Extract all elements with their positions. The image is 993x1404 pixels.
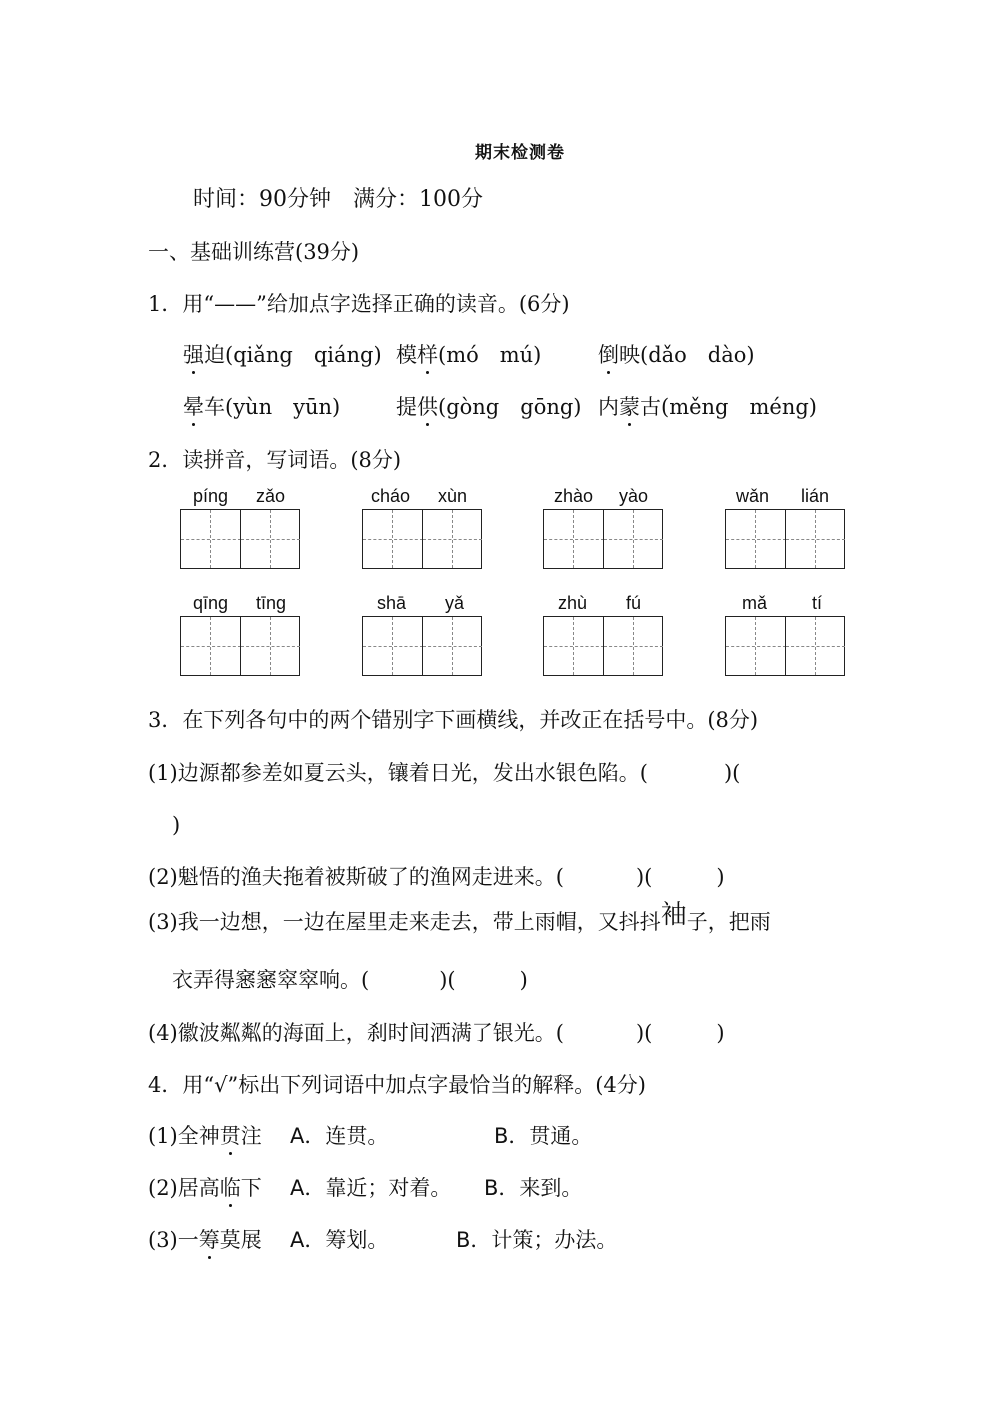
q4-prompt: 4．用“√”标出下列词语中加点字最恰当的解释。(4分) — [148, 1073, 646, 1097]
dotted-char: 筹 — [198, 1228, 220, 1252]
writing-grid[interactable] — [180, 486, 300, 569]
pinyin: mǎ — [742, 593, 768, 613]
writing-grid[interactable] — [725, 593, 845, 676]
pinyin: lián — [801, 486, 830, 506]
q3-sentence-3-line2: 衣弄得窸窸窣窣响。( )( ) — [172, 968, 528, 992]
pinyin: shā — [377, 593, 407, 613]
q4-item: (1)全神贯注 — [148, 1124, 262, 1148]
q1-item: 内蒙古(měng méng) — [598, 395, 818, 419]
section-heading: 一、基础训练营(39分) — [148, 240, 360, 264]
q1-item: 强迫(qiǎng qiáng) — [183, 343, 382, 367]
q4-item: (2)居高临下 — [148, 1176, 262, 1200]
pinyin: yǎ — [445, 593, 465, 613]
dotted-char: 蒙 — [619, 395, 640, 419]
writing-grid[interactable] — [543, 593, 663, 676]
q4-item: (3)一筹莫展 — [148, 1228, 262, 1252]
q1-item: 倒映(dǎo dào) — [598, 343, 755, 367]
pinyin: xùn — [438, 486, 468, 506]
pinyin: wǎn — [736, 486, 770, 506]
dotted-char: 样 — [417, 343, 438, 367]
q4-option-a[interactable]: A．连贯。 — [290, 1124, 389, 1148]
time-score-info: 时间：90分钟 满分：100分 — [193, 187, 483, 212]
q3-sentence-4: (4)徽波粼粼的海面上，刹时间洒满了银光。( )( ) — [148, 1021, 725, 1045]
dotted-char: 贯 — [219, 1124, 241, 1148]
writing-grid[interactable] — [362, 593, 482, 676]
q1-item: 晕车(yùn yūn) — [183, 395, 341, 419]
q4-option-b[interactable]: B．来到。 — [484, 1176, 583, 1200]
dotted-char: 供 — [417, 395, 438, 419]
q3-sentence-3: (3)我一边想，一边在屋里走来走去，带上雨帽，又抖抖袖子，把雨 — [148, 900, 771, 934]
pinyin: fú — [626, 593, 642, 613]
q1-item: 模样(mó mú) — [396, 343, 542, 367]
dotted-char: 晕 — [183, 395, 204, 419]
page-title: 期末检测卷 — [475, 143, 565, 163]
pinyin: cháo — [371, 486, 411, 506]
writing-grid[interactable] — [725, 486, 845, 569]
pinyin: zhù — [558, 593, 588, 613]
dotted-char: 强 — [183, 343, 204, 367]
q3-sentence-1: (1)边源都参差如夏云头，镶着日光，发出水银色陷。( )( — [148, 761, 741, 785]
dotted-char: 临 — [219, 1176, 241, 1200]
q3-sentence-1-wrap: ) — [172, 813, 181, 837]
pinyin: zhào — [554, 486, 594, 506]
writing-grid[interactable] — [362, 486, 482, 569]
q4-option-a[interactable]: A．靠近；对着。 — [290, 1176, 452, 1200]
q2-prompt: 2．读拼音，写词语。(8分) — [148, 448, 402, 472]
q3-prompt: 3．在下列各句中的两个错别字下画横线，并改正在括号中。(8分) — [148, 708, 759, 732]
q4-option-b[interactable]: B．贯通。 — [494, 1124, 593, 1148]
q3-sentence-2: (2)魁悟的渔夫拖着被斯破了的渔网走进来。( )( ) — [148, 865, 725, 889]
pinyin: tí — [812, 593, 823, 613]
q4-option-a[interactable]: A．筹划。 — [290, 1228, 389, 1252]
pinyin: tīng — [256, 593, 287, 613]
writing-grid[interactable] — [180, 593, 300, 676]
pinyin: píng — [193, 486, 229, 506]
dotted-char: 倒 — [598, 343, 619, 367]
pinyin: zǎo — [256, 486, 286, 506]
pinyin: yào — [619, 486, 649, 506]
writing-grid[interactable] — [543, 486, 663, 569]
pinyin: qīng — [193, 593, 229, 613]
q4-option-b[interactable]: B．计策；办法。 — [456, 1228, 618, 1252]
q1-prompt: 1．用“——”给加点字选择正确的读音。(6分) — [148, 292, 570, 316]
q1-item: 提供(gòng gōng) — [396, 395, 582, 419]
